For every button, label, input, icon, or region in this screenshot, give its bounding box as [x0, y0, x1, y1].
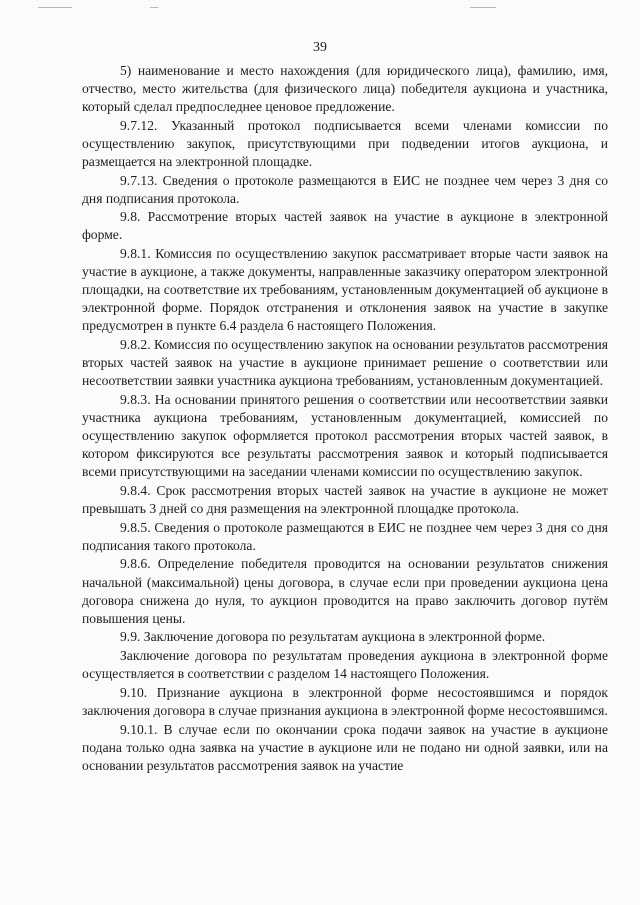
scan-edge-mark	[470, 7, 496, 8]
paragraph: 9.10.1. В случае если по окончании срока подачи заявок на участие в аукционе подана только одна заявка на участие в аукционе или не подано ни одной заявки, или на основании результатов рассмотрения заявок на участие	[82, 721, 608, 773]
paragraph: 9.8.5. Сведения о протоколе размещаются в ЕИС не позднее чем через 3 дня со дня подписания такого протокола.	[82, 519, 608, 553]
paragraph: Заключение договора по результатам проведения аукциона в электронной форме осуществляется в соответствии с разделом 14 настоящего Положения.	[82, 648, 608, 682]
scan-edge-mark	[150, 7, 158, 8]
paragraph: 9.8.2. Комиссия по осуществлению закупок на основании результатов рассмотрения вторых частей заявок на участие в аукционе принимает решение о соответствии или несоответствии заявки участника аукциона требованиям, установленным документацией.	[82, 337, 608, 389]
paragraph: 5) наименование и место нахождения (для юридического лица), фамилию, имя, отчество, место жительства (для физического лица) победителя аукциона и участника, который сделал предпоследнее ценовое предложение.	[82, 63, 608, 115]
paragraph: 9.8.4. Срок рассмотрения вторых частей заявок на участие в аукционе не может превышать 3 дней со дня размещения на электронной площадке протокола.	[82, 482, 608, 516]
paragraph: 9.7.12. Указанный протокол подписывается всеми членами комиссии по осуществлению закупок, присутствующими при подведении итогов аукциона, и размещается на электронной площадке.	[82, 117, 608, 169]
paragraph: 9.8.6. Определение победителя проводится на основании результатов снижения начальной (максимальной) цены договора, в случае если при проведении аукциона цена договора снижена до нуля, то аукцион проводится на право заключить договор путём повышения цены.	[82, 556, 608, 626]
paragraph: 9.9. Заключение договора по результатам аукциона в электронной форме.	[120, 629, 546, 645]
paragraph: 9.8. Рассмотрение вторых частей заявок на участие в аукционе в электронной форме.	[82, 209, 608, 243]
scan-edge-mark	[38, 7, 72, 8]
document-body	[82, 62, 608, 775]
paragraph: 9.10. Признание аукциона в электронной форме несостоявшимся и порядок заключения договора в случае признания аукциона в электронной форме несостоявшимся.	[82, 684, 608, 718]
paragraph: 9.8.1. Комиссия по осуществлению закупок рассматривает вторые части заявок на участие в аукционе, а также документы, направленные заказчику оператором электронной площадки, на соответствие их требованиям, установленным документацией об аукционе в электронной форме. Порядок отстранения и отклонения заявок на участие в закупке предусмотрен в пункте 6.4 раздела 6 настоящего Положения.	[82, 246, 608, 334]
paragraph: 9.8.3. На основании принятого решения о соответствии или несоответствии заявки участника аукциона требованиям, установленным документацией, комиссией по осуществлению закупок оформляется протокол рассмотрения вторых частей заявок, в котором фиксируются все результаты рассмотрения заявок и который подписывается всеми присутствующими на заседании членами комиссии по осуществлению закупок.	[82, 391, 608, 480]
paragraph: 9.7.13. Сведения о протоколе размещаются в ЕИС не позднее чем через 3 дня со дня подписания протокола.	[82, 172, 608, 206]
page-number: 39	[313, 40, 327, 55]
